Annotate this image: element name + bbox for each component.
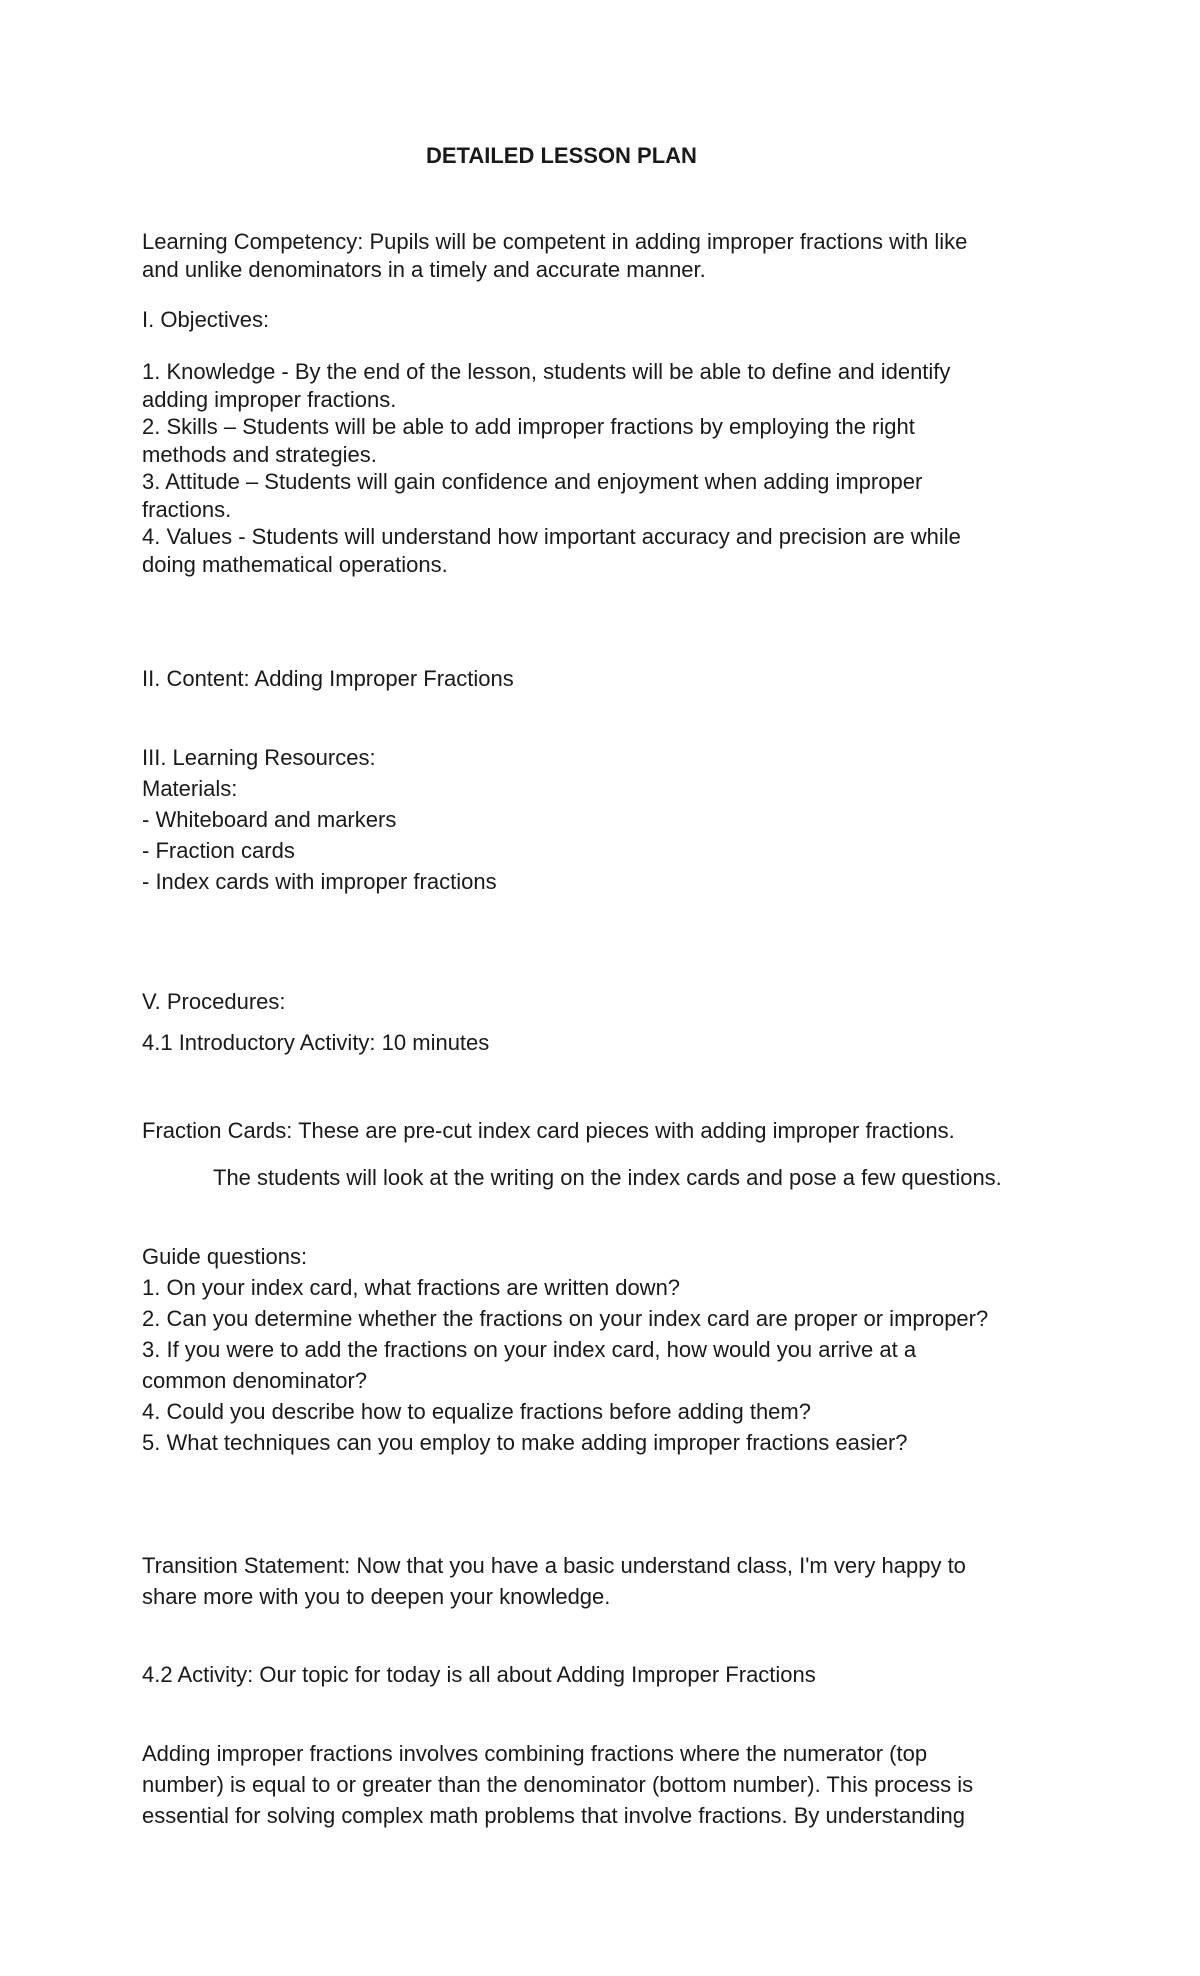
objective-line: fractions. [142,497,232,522]
guide-question: 4. Could you describe how to equalize fractions before adding them? [142,1399,811,1424]
procedures-heading: V. Procedures: [142,989,286,1014]
intro-activity-heading: 4.1 Introductory Activity: 10 minutes [142,1030,490,1055]
competency-line: and unlike denominators in a timely and accurate manner. [142,257,706,282]
document-title: DETAILED LESSON PLAN [426,143,697,168]
objective-line: 3. Attitude – Students will gain confidence and enjoyment when adding improper [142,469,923,494]
guide-question: 1. On your index card, what fractions are written down? [142,1275,681,1300]
students-look-text: The students will look at the writing on the index cards and pose a few questions. [213,1165,1002,1190]
objective-line: doing mathematical operations. [142,552,448,577]
explanation-line: number) is equal to or greater than the denominator (bottom number). This process is [142,1772,974,1797]
objective-line: adding improper fractions. [142,387,397,412]
guide-heading: Guide questions: [142,1244,308,1269]
transition-line: Transition Statement: Now that you have a basic understand class, I'm very happy to [142,1553,966,1578]
guide-question: common denominator? [142,1368,368,1393]
transition-line: share more with you to deepen your knowledge. [142,1584,611,1609]
guide-question: 5. What techniques can you employ to make adding improper fractions easier? [142,1430,908,1455]
objectives-heading: I. Objectives: [142,307,270,332]
content-line: II. Content: Adding Improper Fractions [142,666,514,691]
material-item: - Whiteboard and markers [142,807,397,832]
objective-line: 1. Knowledge - By the end of the lesson, students will be able to define and identify [142,359,951,384]
competency-line: Learning Competency: Pupils will be competent in adding improper fractions with like [142,229,968,254]
explanation-line: essential for solving complex math problems that involve fractions. By understanding [142,1803,965,1828]
material-item: - Index cards with improper fractions [142,869,497,894]
resources-heading: III. Learning Resources: [142,745,376,770]
fraction-cards-text: Fraction Cards: These are pre-cut index card pieces with adding improper fractions. [142,1118,955,1143]
objective-line: 2. Skills – Students will be able to add improper fractions by employing the right [142,414,915,439]
objective-line: methods and strategies. [142,442,377,467]
activity-heading: 4.2 Activity: Our topic for today is all about Adding Improper Fractions [142,1662,816,1687]
guide-question: 2. Can you determine whether the fractions on your index card are proper or improper? [142,1306,989,1331]
guide-question: 3. If you were to add the fractions on your index card, how would you arrive at a [142,1337,917,1362]
explanation-line: Adding improper fractions involves combining fractions where the numerator (top [142,1741,928,1766]
objective-line: 4. Values - Students will understand how important accuracy and precision are while [142,524,961,549]
material-item: - Fraction cards [142,838,295,863]
materials-heading: Materials: [142,776,238,801]
